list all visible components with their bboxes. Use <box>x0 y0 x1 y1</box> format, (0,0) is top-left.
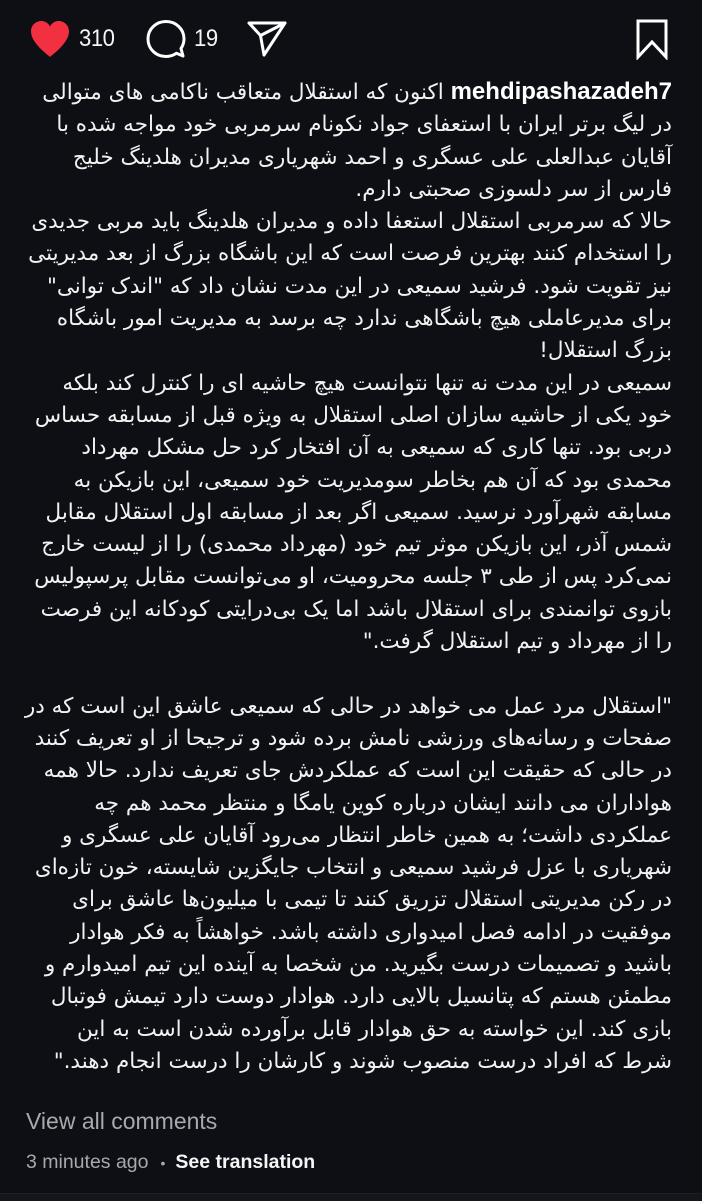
like-count[interactable]: 310 <box>79 25 115 52</box>
caption-paragraph-2: حالا که سرمربی استقلال استعفا داده و مدیران هلدینگ باید مربی جدیدی را استخدام کنند بهترین فرصت است که این باشگاه بزرگ از بعد مدیریتی نیز تقویت شود. فرشید سمیعی در این مدت نشان داد که "اندک توانی" برای مدیرعاملی هیچ باشگاهی ندارد چه برسد به مدیریت امور باشگاه بزرگ استقلال! <box>28 209 672 364</box>
save-button[interactable] <box>634 14 670 64</box>
like-button[interactable] <box>28 14 118 64</box>
caption-blank-line <box>24 658 672 690</box>
separator-dot: • <box>160 1154 166 1171</box>
caption-text: لیگ برتر ایران با استعفای جواد نکونام سرمربی خود مواجه شده با آقایان عبدالعلی علی عسگری و احمد شهریاری مدیران هلدینگ خلیج فارس از سر دلسوزی صحبتی دارم. <box>56 112 672 202</box>
post-action-bar <box>0 14 702 64</box>
post-timestamp: 3 minutes ago <box>26 1151 149 1173</box>
comment-bubble-icon <box>145 18 187 60</box>
post-caption <box>24 76 672 1078</box>
comment-count[interactable]: 19 <box>194 25 218 52</box>
bookmark-icon <box>634 18 670 60</box>
heart-filled-icon <box>28 19 72 59</box>
comment-button[interactable] <box>145 14 220 64</box>
caption-paragraph-4: "استقلال مرد عمل می خواهد در حالی که سمیعی عاشق این است که در صفحات و رسانه‌های ورزشی نامش برده شود و ترجیحا از او تعریف کنند در حالی که حقیقت این است که عملکردش جای تعریف ندارد. حالا همه هواداران می دانند ایشان درباره کوین یامگا و منتظر محمد هم چه عملکردی داشت؛ به همین خاطر انتظار می‌رود آقایان علی عسگری و شهریاری با عزل فرشید سمیعی و انتخاب جایگزین شایسته، خون تازه‌ای در رکن مدیریتی استقلال تزریق کنند تا تیمی با میلیون‌ها عاشق برای موفقیت در ادامه فصل امیدواری داشته باشد. خواهشاً به فکر هوادار باشید و تصمیمات درست بگیرید. من شخصا به آینده این تیم امیدوارم و مطمئن هستم که پتانسیل بالایی دارد. هوادار دوست دارد تیمش فوتبال بازی کند. این خواسته به حق هوادار قابل برآورده شدن است به این شرط که افراد درست منصوب شوند و کارشان را درست انجام دهند." <box>24 693 672 1074</box>
paper-plane-icon <box>246 18 288 60</box>
caption-paragraph-1 <box>24 76 672 206</box>
share-button[interactable] <box>246 14 288 64</box>
post-meta-row <box>26 1151 315 1174</box>
username-link[interactable]: mehdipashazadeh7 <box>450 78 672 105</box>
caption-text: اکنون که استقلال متعاقب ناکامی های متوالی در <box>42 80 672 138</box>
view-all-comments-link[interactable]: View all comments <box>26 1108 218 1134</box>
caption-paragraph-3: سمیعی در این مدت نه تنها نتوانست هیچ حاشیه ای را کنترل کند بلکه خود یکی از حاشیه سازان اصلی استقلال به ویژه قبل از مسابقه حساس دربی بود. تنها کاری که سمیعی به آن افتخار کرد حل مشکل مهرداد محمدی بود که آن هم بخاطر سومدیریت خود سمیعی، این بازیکن به مسابقه شهرآورد نرسید. سمیعی اگر بعد از مسابقه اول استقلال مقابل شمس آذر، این بازیکن موثر تیم خود (مهرداد محمدی) را از لیست خارج نمی‌کرد پس از طی ۳ جلسه محرومیت، او می‌توانست مقابل پرسپولیس بازوی توانمندی برای استقلال باشد اما یک بی‌درایتی کودکانه این فرصت را از مهرداد و تیم استقلال گرفت." <box>34 370 672 655</box>
see-translation-link[interactable]: See translation <box>175 1151 316 1173</box>
